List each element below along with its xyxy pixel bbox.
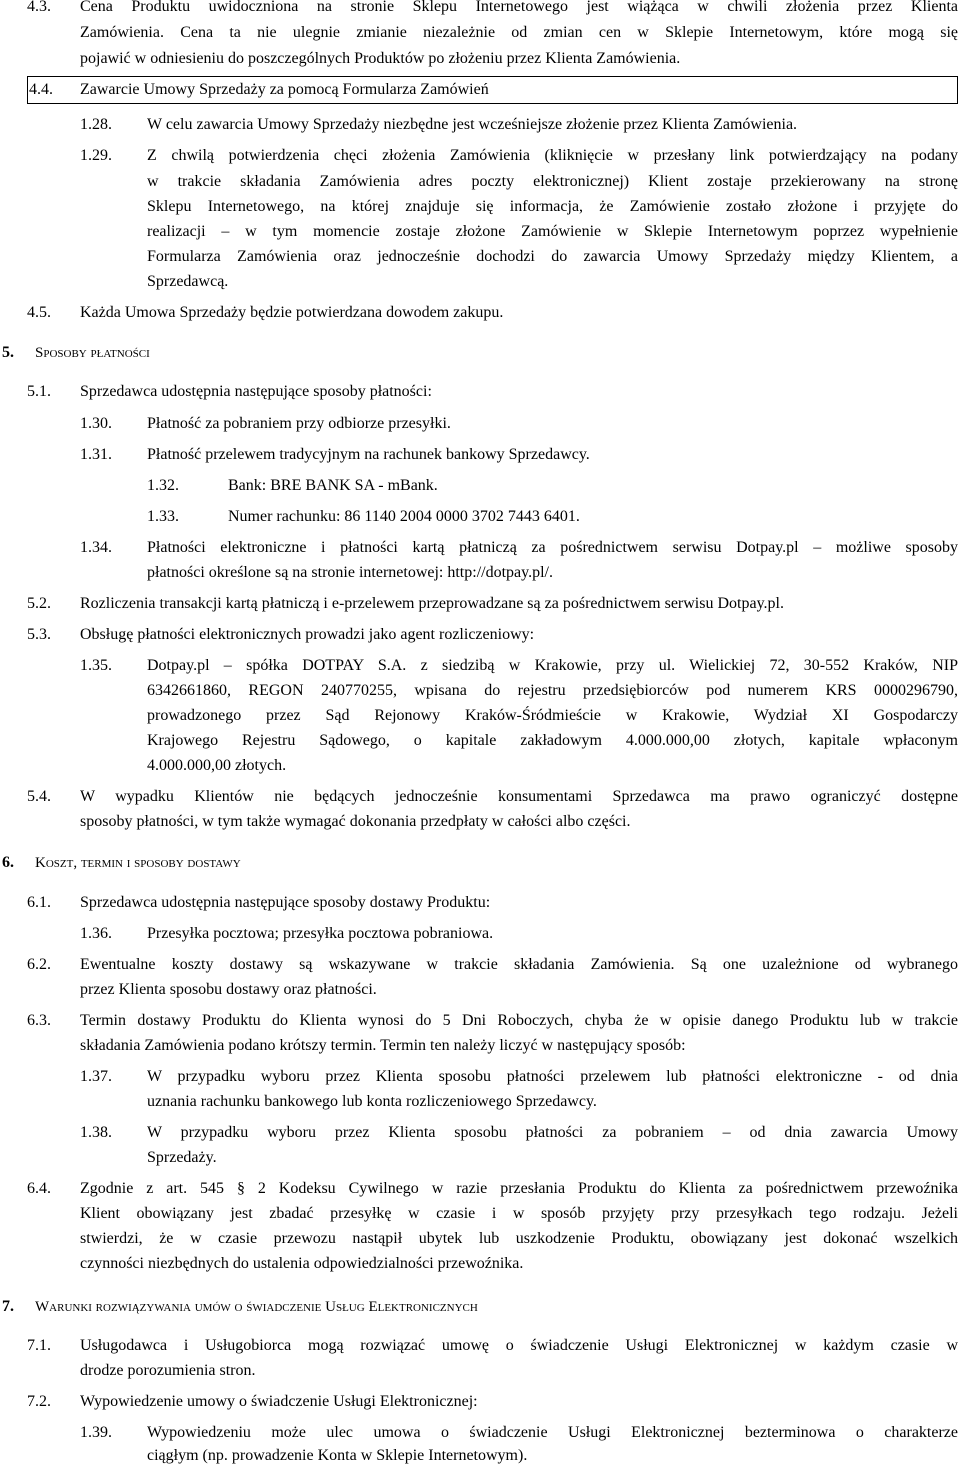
paragraph-line: prowadzonego przez Sąd Rejonowy Kraków-Śródmieście w Krakowie, Wydział XI Gospodarczy: [147, 707, 958, 724]
section-number: 4.4.: [29, 81, 53, 98]
paragraph-line: ciągłym (np. prowadzenie Konta w Sklepie Internetowym).: [147, 1447, 528, 1464]
chapter-number: 5.: [2, 344, 14, 361]
item-number: 1.32.: [147, 477, 179, 494]
section-number: 5.2.: [27, 595, 51, 612]
paragraph-line: przez Klienta sposobu dostawy oraz płatności.: [80, 981, 377, 998]
paragraph-line: Termin dostawy Produktu do Klienta wynosi do 5 Dni Roboczych, chyba że w opisie danego Produktu lub w trakcie: [80, 1012, 958, 1029]
chapter-heading: Sposoby płatności: [35, 345, 150, 361]
item-number: 1.30.: [80, 415, 112, 432]
section-number: 7.2.: [27, 1393, 51, 1410]
item-number: 1.29.: [80, 147, 112, 164]
paragraph-line: W przypadku wyboru przez Klienta sposobu płatności za pobraniem – od dnia zawarcia Umowy: [147, 1124, 958, 1141]
paragraph-line: Wypowiedzenie umowy o świadczenie Usługi Elektronicznej:: [80, 1393, 478, 1410]
section-heading: Zawarcie Umowy Sprzedaży za pomocą Formularza Zamówień: [80, 81, 489, 98]
paragraph-line: Sprzedaży.: [147, 1149, 217, 1166]
item-number: 1.35.: [80, 657, 112, 674]
paragraph-line: Obsługę płatności elektronicznych prowadzi jako agent rozliczeniowy:: [80, 626, 535, 643]
paragraph-line: płatności określone są na stronie internetowej: http://dotpay.pl/.: [147, 564, 553, 581]
paragraph-line: Ewentualne koszty dostawy są wskazywane w trakcie składania Zamówienia. Są one uzależnione od wybranego: [80, 956, 958, 973]
item-number: 1.36.: [80, 925, 112, 942]
paragraph-line: Dotpay.pl – spółka DOTPAY S.A. z siedzibą w Krakowie, przy ul. Wielickiej 72, 30-552 Kraków, NIP: [147, 657, 958, 674]
paragraph-line: Rozliczenia transakcji kartą płatniczą i e-przelewem przeprowadzane są za pośrednictwem serwisu Dotpay.pl.: [80, 595, 784, 612]
section-number: 4.3.: [27, 0, 51, 15]
paragraph-line: drodze porozumienia stron.: [80, 1362, 256, 1379]
paragraph-line: uznania rachunku bankowego lub konta rozliczeniowego Sprzedawcy.: [147, 1093, 597, 1110]
paragraph-line: Zamówienia. Cena ta nie ulegnie zmianie niezależnie od zmian cen w Sklepie Internetowym, które mogą się: [80, 24, 958, 41]
paragraph-line: Płatność za pobraniem przy odbiorze przesyłki.: [147, 415, 451, 432]
paragraph-line: czynności niezbędnych do ustalenia odpowiedzialności przewoźnika.: [80, 1255, 524, 1272]
item-number: 1.31.: [80, 446, 112, 463]
item-number: 1.39.: [80, 1424, 112, 1441]
paragraph-line: Bank: BRE BANK SA - mBank.: [228, 477, 438, 494]
paragraph-line: Numer rachunku: 86 1140 2004 0000 3702 7443 6401.: [228, 508, 580, 525]
paragraph-line: W celu zawarcia Umowy Sprzedaży niezbędne jest wcześniejsze złożenie przez Klienta Zamówienia.: [147, 116, 798, 133]
paragraph-line: stwierdzi, że w czasie przewozu nastąpił ubytek lub uszkodzenie Produktu, obowiązany jest dokonać wszelkich: [80, 1230, 958, 1247]
paragraph-line: Usługodawca i Usługobiorca mogą rozwiązać umowę o świadczenie Usługi Elektronicznej w każdym czasie w: [80, 1337, 958, 1354]
chapter-number: 7.: [2, 1298, 14, 1315]
chapter-heading: Warunki rozwiązywania umów o świadczenie Usług Elektronicznych: [35, 1299, 478, 1315]
paragraph-line: realizacji – w tym momencie zostaje złożone Zamówienie w Sklepie Internetowym poprzez wypełnienie: [147, 223, 958, 240]
paragraph-line: Zgodnie z art. 545 § 2 Kodeksu Cywilnego w razie przesłania Produktu do Klienta za pośrednictwem przewoźnika: [80, 1180, 958, 1197]
item-number: 1.37.: [80, 1068, 112, 1085]
section-number: 5.4.: [27, 788, 51, 805]
section-number: 6.2.: [27, 956, 51, 973]
item-number: 1.34.: [80, 539, 112, 556]
paragraph-line: pojawić w odniesieniu do poszczególnych Produktów po złożeniu przez Klienta Zamówienia.: [80, 50, 681, 67]
item-number: 1.28.: [80, 116, 112, 133]
chapter-heading: Koszt, termin i sposoby dostawy: [35, 855, 241, 871]
paragraph-line: Każda Umowa Sprzedaży będzie potwierdzana dowodem zakupu.: [80, 304, 504, 321]
paragraph-line: Wypowiedzeniu może ulec umowa o świadczenie Usługi Elektronicznej bezterminowa o charakterze: [147, 1424, 958, 1441]
item-number: 1.38.: [80, 1124, 112, 1141]
section-number: 6.4.: [27, 1180, 51, 1197]
section-number: 4.5.: [27, 304, 51, 321]
paragraph-line: Formularza Zamówienia oraz jednocześnie dochodzi do zawarcia Umowy Sprzedaży między Klientem, a: [147, 248, 958, 265]
paragraph-line: składania Zamówienia podano krótszy termin. Termin ten należy liczyć w następujący sposób:: [80, 1037, 686, 1054]
paragraph-line: Płatności elektroniczne i płatności kartą płatniczą za pośrednictwem serwisu Dotpay.pl – możliwe sposoby: [147, 539, 958, 556]
paragraph-line: Sklepu Internetowego, na której znajduje się informacja, że Zamówienie zostało złożone i przyjęte do: [147, 198, 958, 215]
section-number: 5.3.: [27, 626, 51, 643]
paragraph-line: w trakcie składania Zamówienia adres poczty elektronicznej) Klient zostaje przekierowany na stronę: [147, 173, 958, 190]
paragraph-line: 6342661860, REGON 240770255, wpisana do rejestru przedsiębiorców pod numerem KRS 0000296790,: [147, 682, 958, 699]
item-number: 1.33.: [147, 508, 179, 525]
paragraph-line: Sprzedawca udostępnia następujące sposoby płatności:: [80, 383, 432, 400]
section-number: 7.1.: [27, 1337, 51, 1354]
paragraph-line: sposoby płatności, w tym także wymagać dokonania przedpłaty w całości albo części.: [80, 813, 631, 830]
paragraph-line: Klient obowiązany jest zbadać przesyłkę w czasie i w sposób przyjęty przy przesyłkach tego rodzaju. Jeżeli: [80, 1205, 958, 1222]
section-number: 6.3.: [27, 1012, 51, 1029]
paragraph-line: 4.000.000,00 złotych.: [147, 757, 287, 774]
section-number: 5.1.: [27, 383, 51, 400]
paragraph-line: Płatność przelewem tradycyjnym na rachunek bankowy Sprzedawcy.: [147, 446, 590, 463]
paragraph-line: Sprzedawca udostępnia następujące sposoby dostawy Produktu:: [80, 894, 491, 911]
paragraph-line: Cena Produktu uwidoczniona na stronie Sklepu Internetowego jest wiążąca w chwili złożenia przez Klienta: [80, 0, 958, 15]
paragraph-line: W wypadku Klientów nie będących jednocześnie konsumentami Sprzedawca ma prawo ograniczyć dostępne: [80, 788, 958, 805]
paragraph-line: W przypadku wyboru przez Klienta sposobu płatności przelewem lub płatności elektroniczne - od dnia: [147, 1068, 958, 1085]
paragraph-line: Z chwilą potwierdzenia chęci złożenia Zamówienia (kliknięcie w przesłany link potwierdzający na podany: [147, 147, 958, 164]
paragraph-line: Krajowego Rejestru Sądowego, o kapitale zakładowym 4.000.000,00 złotych, kapitale wpłaconym: [147, 732, 958, 749]
paragraph-line: Sprzedawcą.: [147, 273, 229, 290]
paragraph-line: Przesyłka pocztowa; przesyłka pocztowa pobraniowa.: [147, 925, 494, 942]
section-number: 6.1.: [27, 894, 51, 911]
chapter-number: 6.: [2, 854, 14, 871]
